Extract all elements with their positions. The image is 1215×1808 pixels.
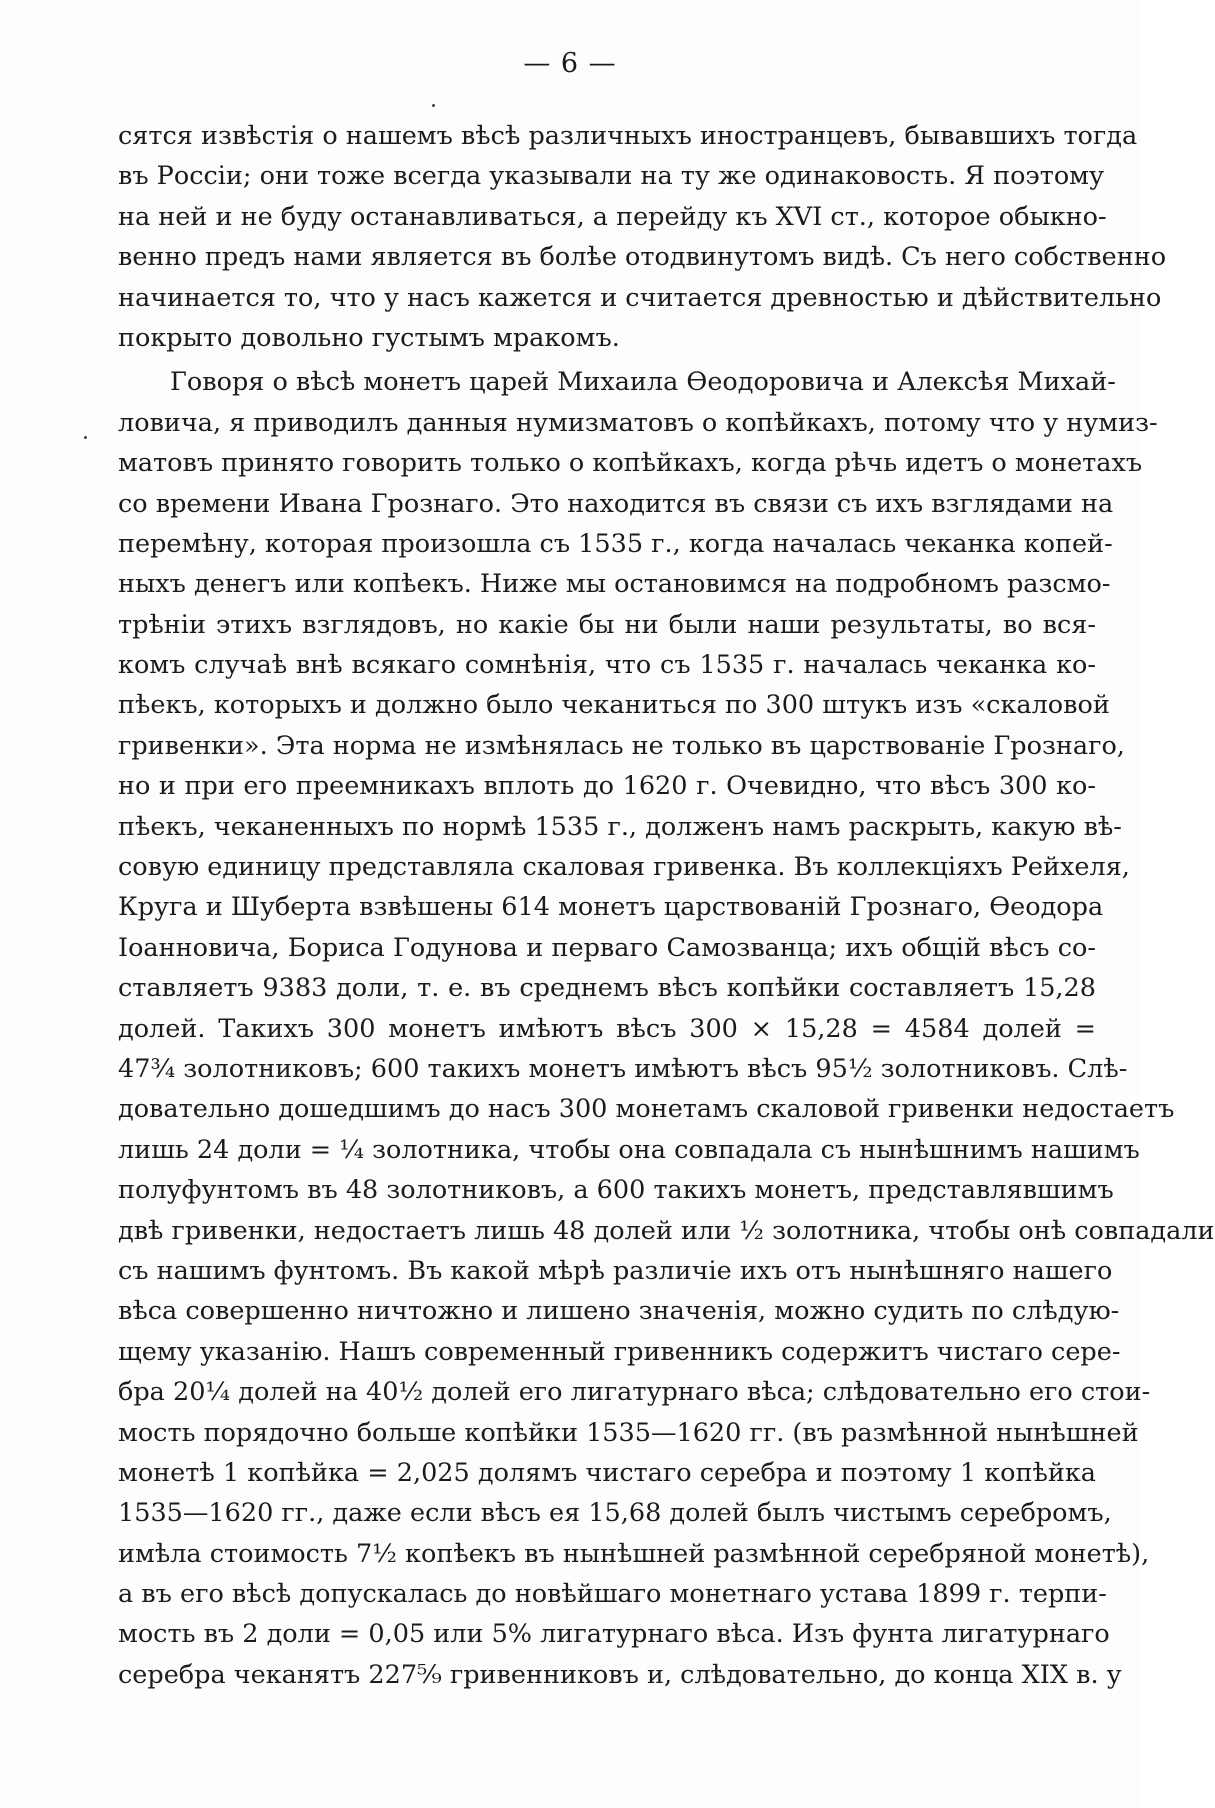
text-line: матовъ принято говорить только о копѣйкахъ, когда рѣчь идетъ о монетахъ <box>118 448 1143 479</box>
text-line-paragraph-start: Говоря о вѣсѣ монетъ царей Михаила Өеодоровича и Алексѣя Михай- <box>170 367 1116 398</box>
text-line: совую единицу представляла скаловая гривенка. Въ коллекціяхъ Рейхеля, <box>118 852 1130 883</box>
text-line: 47¾ золотниковъ; 600 такихъ монетъ имѣютъ вѣсъ 95½ золотниковъ. Слѣ- <box>118 1053 1128 1084</box>
text-line: вѣса совершенно ничтожно и лишено значенія, можно судить по слѣдую- <box>118 1296 1120 1327</box>
text-line: монетѣ 1 копѣйка = 2,025 долямъ чистаго серебра и поэтому 1 копѣйка <box>118 1457 1096 1488</box>
text-line: ставляетъ 9383 доли, т. е. въ среднемъ вѣсъ копѣйки составляетъ 15,28 <box>118 973 1096 1004</box>
text-line: долей. Такихъ 300 монетъ имѣютъ вѣсъ 300 × 15,28 = 4584 долей = <box>118 1013 1096 1044</box>
text-line: въ Россіи; они тоже всегда указывали на ту же одинаковость. Я поэтому <box>118 161 1105 192</box>
text-line: Іоанновича, Бориса Годунова и перваго Самозванца; ихъ общій вѣсъ со- <box>118 932 1096 963</box>
body-text <box>118 116 1215 1695</box>
text-line: венно предъ нами является въ болѣе отодвинутомъ видѣ. Съ него собственно <box>118 242 1167 273</box>
text-line: но и при его преемникахъ вплоть до 1620 г. Очевидно, что вѣсъ 300 ко- <box>118 771 1096 802</box>
text-line: щему указанію. Нашъ современный гривенникъ содержитъ чистаго сере- <box>118 1336 1121 1367</box>
text-line: лишь 24 доли = ¼ золотника, чтобы она совпадала съ нынѣшнимъ нашимъ <box>118 1134 1140 1165</box>
text-line: довательно дошедшимъ до насъ 300 монетамъ скаловой гривенки недостаетъ <box>118 1094 1175 1125</box>
text-line: съ нашимъ фунтомъ. Въ какой мѣрѣ различіе ихъ отъ нынѣшняго нашего <box>118 1255 1113 1286</box>
text-line: начинается то, что у насъ кажется и считается древностью и дѣйствительно <box>118 282 1162 313</box>
text-line: мость порядочно больше копѣйки 1535—1620 гг. (въ размѣнной нынѣшней <box>118 1417 1139 1448</box>
text-line: Круга и Шуберта взвѣшены 614 монетъ царствованій Грознаго, Өеодора <box>118 892 1104 923</box>
text-line: комъ случаѣ внѣ всякаго сомнѣнія, что съ 1535 г. началась чеканка ко- <box>118 650 1096 681</box>
text-line: пѣекъ, чеканенныхъ по нормѣ 1535 г., долженъ намъ раскрыть, какую вѣ- <box>118 811 1122 842</box>
text-line: на ней и не буду останавливаться, а перейду къ XVI ст., которое обыкно- <box>118 201 1107 232</box>
text-line: сятся извѣстія о нашемъ вѣсѣ различныхъ иностранцевъ, бывавшихъ тогда <box>118 121 1138 151</box>
text-line: ныхъ денегъ или копѣекъ. Ниже мы остановимся на подробномъ разсмо- <box>118 569 1111 600</box>
scan-speck <box>432 104 435 107</box>
text-line: двѣ гривенки, недостаетъ лишь 48 долей или ½ золотника, чтобы онѣ совпадали <box>118 1215 1215 1246</box>
text-line-paragraph-end: покрыто довольно густымъ мракомъ. <box>118 322 620 353</box>
text-line: перемѣну, которая произошла съ 1535 г., когда началась чеканка копей- <box>118 528 1113 559</box>
text-line: пѣекъ, которыхъ и должно было чеканиться по 300 штукъ изъ «скаловой <box>118 690 1110 721</box>
text-line: трѣніи этихъ взглядовъ, но какіе бы ни были наши результаты, во вся- <box>118 609 1096 640</box>
page-number: — 6 — <box>523 48 617 79</box>
text-line: ловича, я приводилъ данныя нумизматовъ о копѣйкахъ, потому что у нумиз- <box>118 407 1158 438</box>
text-line: бра 20¼ долей на 40½ долей его лигатурнаго вѣса; слѣдовательно его стои- <box>118 1377 1151 1408</box>
text-line: серебра чеканятъ 227⁵⁄₉ гривенниковъ и, слѣдовательно, до конца XIX в. у <box>118 1659 1122 1690</box>
text-line: гривенки». Эта норма не измѣнялась не только въ царствованіе Грознаго, <box>118 730 1125 761</box>
text-line: а въ его вѣсѣ допускалась до новѣйшаго монетнаго устава 1899 г. терпи- <box>118 1579 1107 1610</box>
text-line: мость въ 2 доли = 0,05 или 5% лигатурнаго вѣса. Изъ фунта лигатурнаго <box>118 1619 1110 1650</box>
scan-speck <box>84 436 87 439</box>
text-line: имѣла стоимость 7½ копѣекъ въ нынѣшней размѣнной серебряной монетѣ), <box>118 1538 1150 1569</box>
text-line: полуфунтомъ въ 48 золотниковъ, а 600 такихъ монетъ, представлявшимъ <box>118 1175 1114 1206</box>
text-line: 1535—1620 гг., даже если вѣсъ ея 15,68 долей былъ чистымъ серебромъ, <box>118 1498 1112 1529</box>
text-line: со времени Ивана Грознаго. Это находится въ связи съ ихъ взглядами на <box>118 488 1114 519</box>
